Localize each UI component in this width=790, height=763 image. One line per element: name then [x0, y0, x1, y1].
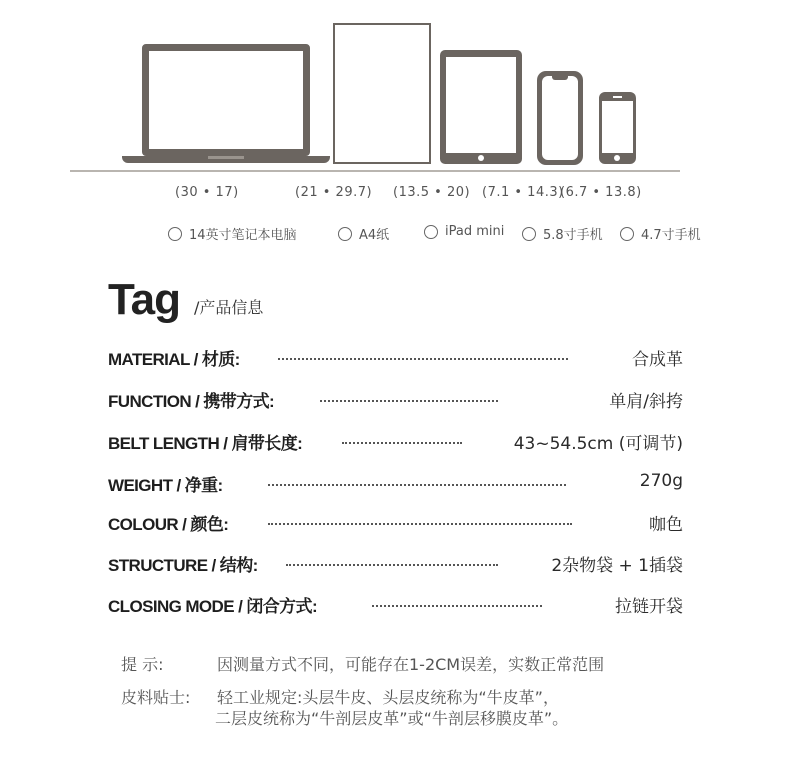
spec-value: 单肩/斜挎 [609, 392, 683, 412]
dotted-leader [268, 523, 572, 525]
spec-row-structure [108, 551, 683, 575]
option-a4 [338, 224, 389, 243]
spec-value: 咖色 [649, 515, 683, 535]
tag-subtitle: /产品信息 [194, 298, 264, 317]
option-label: 5.8寸手机 [543, 228, 603, 243]
spec-row-belt-length [108, 429, 683, 453]
option-laptop [168, 224, 297, 243]
spec-row-colour [108, 510, 683, 534]
a4-paper-icon [333, 23, 431, 164]
laptop-icon [122, 44, 330, 164]
spec-label: FUNCTION / 携带方式: [108, 392, 275, 411]
size-a4: (21 • 29.7) [295, 185, 373, 200]
dotted-leader [286, 564, 498, 566]
leather-text-line2: 二层皮统称为“牛剖层皮革”或“牛剖层移膜皮革”。 [215, 709, 569, 728]
tip-label: 提 示: [121, 655, 164, 674]
tablet-icon [440, 50, 522, 164]
spec-value: 2杂物袋 + 1插袋 [551, 556, 683, 576]
phone-small-icon [599, 92, 636, 164]
leather-text-line1: 轻工业规定:头层牛皮、头层皮统称为“牛皮革”， [217, 688, 559, 707]
leather-label: 皮料贴士: [121, 688, 191, 707]
dotted-leader [320, 400, 498, 402]
dotted-leader [342, 442, 462, 444]
spec-row-closing-mode [108, 592, 683, 616]
spec-value: 拉链开袋 [615, 597, 683, 617]
spec-label: BELT LENGTH / 肩带长度: [108, 434, 303, 453]
spec-row-weight [108, 471, 683, 495]
option-label: iPad mini [445, 224, 505, 239]
spec-label: CLOSING MODE / 闭合方式: [108, 597, 317, 616]
option-phone-47 [620, 224, 701, 243]
tip-text: 因测量方式不同，可能存在1-2CM误差，实数正常范围 [217, 655, 605, 674]
option-ipad-mini [424, 224, 504, 239]
radio-icon [168, 227, 182, 241]
dotted-leader [278, 358, 568, 360]
tag-title: Tag [108, 275, 180, 324]
option-label: A4纸 [359, 228, 390, 243]
dotted-leader [268, 484, 566, 486]
spec-label: WEIGHT / 净重: [108, 476, 223, 495]
spec-label: COLOUR / 颜色: [108, 515, 229, 534]
spec-label: MATERIAL / 材质: [108, 350, 240, 369]
shelf-line [70, 170, 680, 172]
size-laptop: (30 • 17) [175, 185, 239, 200]
size-ipad: (13.5 • 20) [393, 185, 471, 200]
radio-icon [338, 227, 352, 241]
device-size-comparison [0, 0, 790, 250]
dotted-leader [372, 605, 542, 607]
radio-icon [620, 227, 634, 241]
spec-value: 43~54.5cm (可调节) [513, 434, 683, 454]
spec-value: 合成革 [632, 350, 683, 370]
phone-large-icon [537, 71, 583, 165]
size-phone-47: (6.7 • 13.8) [560, 185, 642, 200]
size-phone-58: (7.1 • 14.3) [482, 185, 564, 200]
option-label: 14英寸笔记本电脑 [189, 228, 297, 243]
radio-icon [522, 227, 536, 241]
spec-row-function [108, 387, 683, 411]
option-phone-58 [522, 224, 603, 243]
option-label: 4.7寸手机 [641, 228, 701, 243]
radio-icon [424, 225, 438, 239]
spec-value: 270g [639, 471, 683, 491]
spec-row-material [108, 345, 683, 369]
spec-label: STRUCTURE / 结构: [108, 556, 258, 575]
